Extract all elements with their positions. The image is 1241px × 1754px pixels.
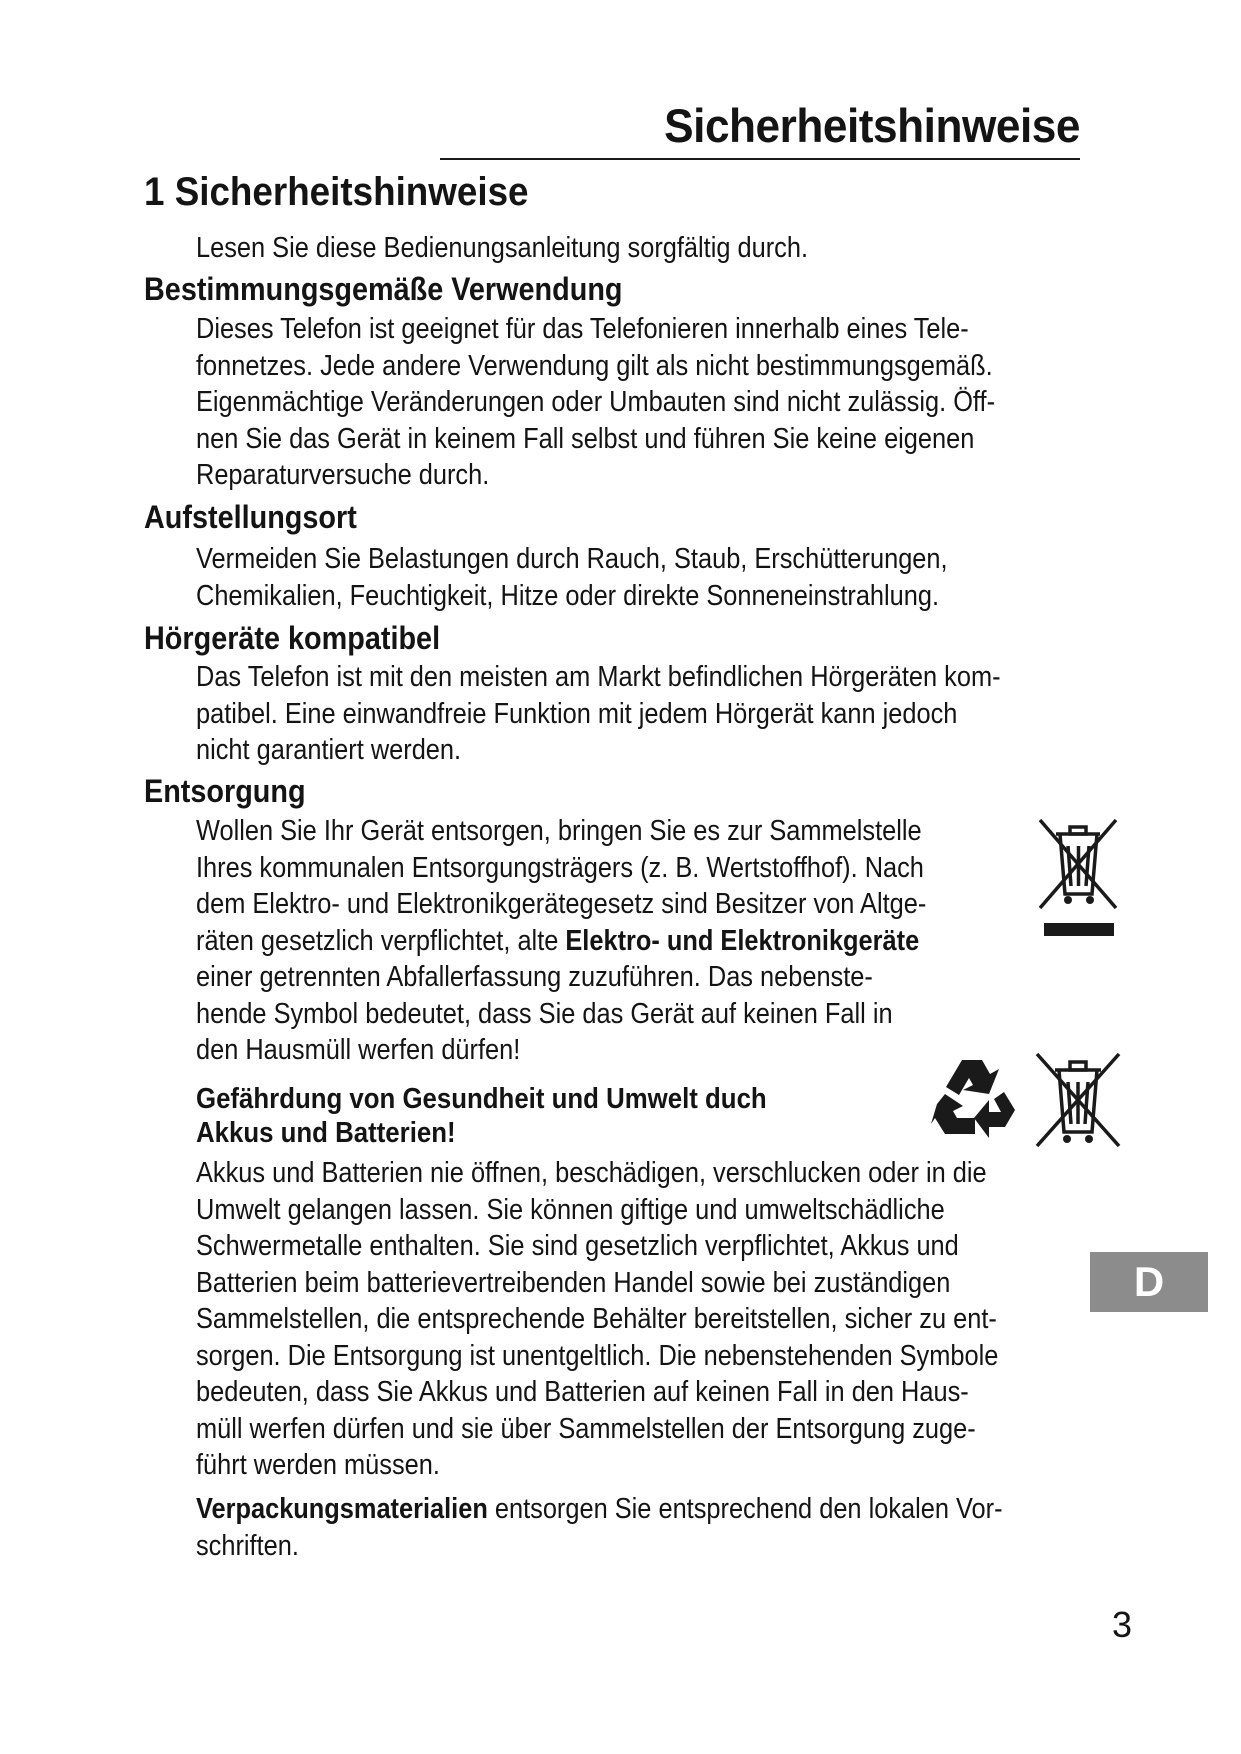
paragraph-aufstellungsort <box>196 541 948 614</box>
text-line: Reparaturversuche durch. <box>196 459 490 491</box>
text-line: dem Elektro- und Elektronikgerätegesetz sind Besitzer von Altge- <box>196 888 927 920</box>
text-line: Umwelt gelangen lassen. Sie können giftige und umweltschädliche <box>196 1193 945 1226</box>
heading-aufstellungsort: Aufstellungsort <box>144 499 357 535</box>
crossed-bin-icon <box>1033 1050 1123 1150</box>
text-line: Wollen Sie Ihr Gerät entsorgen, bringen Sie es zur Sammelstelle <box>196 815 922 847</box>
text-line: patibel. Eine einwandfreie Funktion mit jedem Hörgerät kann jedoch <box>196 697 958 730</box>
text-line: Das Telefon ist mit den meisten am Markt befindlichen Hörgeräten kom- <box>196 661 1001 693</box>
text-line: nen Sie das Gerät in keinem Fall selbst und führen Sie keine eigenen <box>196 422 975 455</box>
heading-verwendung: Bestimmungsgemäße Verwendung <box>144 271 623 307</box>
text-line: Batterien beim batterievertreibenden Handel sowie bei zuständigen <box>196 1266 951 1299</box>
text-line: Akkus und Batterien nie öffnen, beschädigen, verschlucken oder in die <box>196 1157 987 1189</box>
text-line-mixed <box>196 1491 1003 1528</box>
text-line: Vermeiden Sie Belastungen durch Rauch, Staub, Erschütterungen, <box>196 543 948 575</box>
language-tab: D <box>1090 1252 1208 1312</box>
text-line: hende Symbol bedeutet, dass Sie das Gerät auf keinen Fall in <box>196 997 893 1030</box>
warning-line: Gefährdung von Gesundheit und Umwelt duch <box>196 1083 767 1115</box>
text-line: Eigenmächtige Veränderungen oder Umbauten sind nicht zulässig. Öff- <box>196 386 996 418</box>
bold-term-elektrogeraete: Elektro- und Elektronikgeräte <box>565 924 920 957</box>
weee-crossed-bin-icon <box>1036 816 1120 942</box>
chapter-title: 1 Sicherheitshinweise <box>144 170 529 214</box>
text-line-mixed <box>196 923 926 960</box>
text-line: einer getrennten Abfallerfassung zuzuführen. Das nebenste- <box>196 961 873 993</box>
text-line: sorgen. Die Entsorgung ist unentgeltlich. Die nebenstehenden Symbole <box>196 1339 999 1372</box>
paragraph-batteries <box>196 1155 998 1484</box>
intro-paragraph <box>196 230 808 267</box>
text-line: fonnetzes. Jede andere Verwendung gilt als nicht bestimmungsgemäß. <box>196 349 993 382</box>
header-rule <box>440 158 1080 160</box>
intro-line: Lesen Sie diese Bedienungsanleitung sorgfältig durch. <box>196 232 809 264</box>
paragraph-verwendung <box>196 311 995 494</box>
text-line: Dieses Telefon ist geeignet für das Telefonieren innerhalb eines Tele- <box>196 313 969 345</box>
text-line: Chemikalien, Feuchtigkeit, Hitze oder direkte Sonneneinstrahlung. <box>196 579 940 612</box>
text-segment: entsorgen Sie entsprechend den lokalen Vor- <box>487 1493 1003 1525</box>
recycling-icon <box>929 1054 1023 1146</box>
warning-line: Akkus und Batterien! <box>196 1117 456 1149</box>
heading-hoergeraete: Hörgeräte kompatibel <box>144 620 441 656</box>
text-line: Schwermetalle enthalten. Sie sind gesetzlich verpflichtet, Akkus und <box>196 1230 959 1262</box>
paragraph-packaging <box>196 1491 1003 1564</box>
text-line: bedeuten, dass Sie Akkus und Batterien auf keinen Fall in den Haus- <box>196 1376 969 1408</box>
text-line: Ihres kommunalen Entsorgungsträgers (z. B. Wertstoffhof). Nach <box>196 851 924 884</box>
paragraph-entsorgung <box>196 813 926 1069</box>
text-line: den Hausmüll werfen dürfen! <box>196 1034 521 1066</box>
paragraph-hoergeraete <box>196 659 1001 769</box>
text-line: führt werden müssen. <box>196 1449 440 1481</box>
page-number: 3 <box>1112 1604 1133 1645</box>
text-segment: räten gesetzlich verpflichtet, alte <box>196 924 566 957</box>
running-header: Sicherheitshinweise <box>664 99 1080 152</box>
bold-term-verpackung: Verpackungsmaterialien <box>196 1493 488 1525</box>
text-line: nicht garantiert werden. <box>196 734 462 766</box>
heading-entsorgung: Entsorgung <box>144 773 306 809</box>
text-line: schriften. <box>196 1529 299 1562</box>
warning-batteries <box>196 1082 767 1150</box>
text-line: Sammelstellen, die entsprechende Behälter bereitstellen, sicher zu ent- <box>196 1303 997 1335</box>
text-line: müll werfen dürfen und sie über Sammelstellen der Entsorgung zuge- <box>196 1412 976 1445</box>
